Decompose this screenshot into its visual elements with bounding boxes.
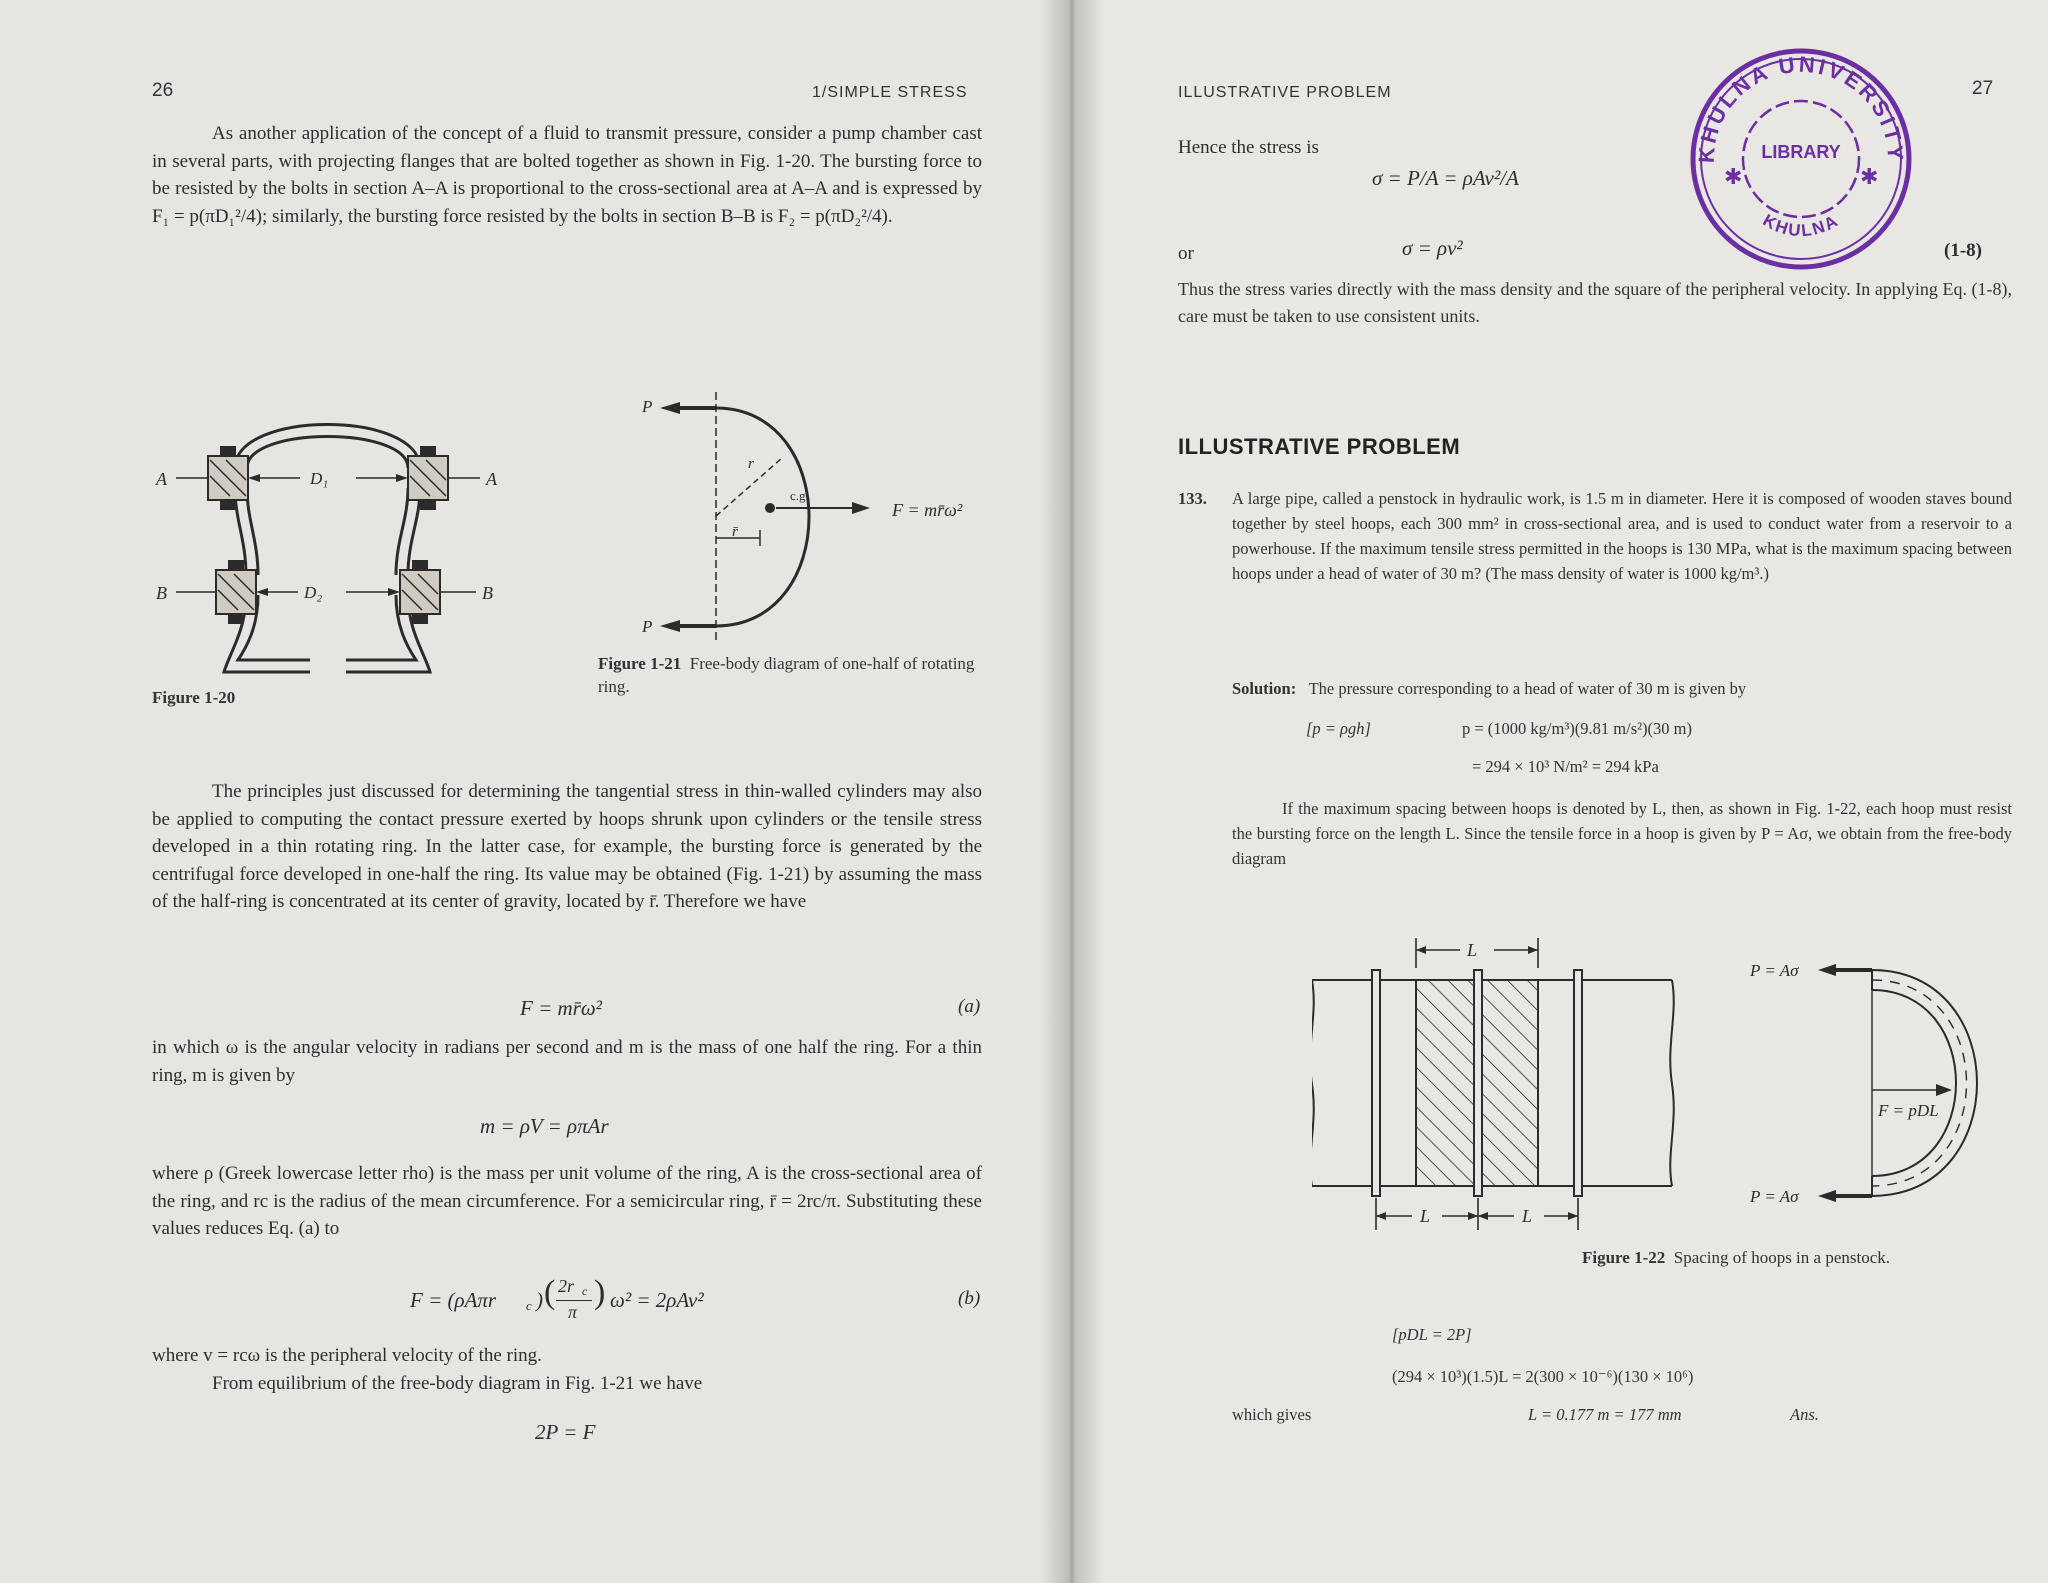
fig20-label-a-left: A [156, 469, 167, 489]
stress-varies-paragraph: Thus the stress varies directly with the mass density and the square of the peripheral velocity. In applying Eq. (1-8), care must be taken to use consistent units. [1178, 279, 2012, 326]
fig22-label-l-top: L [1467, 940, 1478, 960]
fig22-label-l-bottom-2: L [1522, 1206, 1533, 1226]
fig20-label-a-right: A [486, 469, 497, 489]
fig20-label-b-right: B [482, 583, 493, 603]
equation-pdl: [pDL = 2P] [1392, 1325, 1472, 1344]
stamp-bottom-text: KHULNA [1759, 210, 1843, 241]
running-head-right: ILLUSTRATIVE PROBLEM [1178, 84, 1392, 101]
problem-statement: A large pipe, called a penstock in hydraulic work, is 1.5 m in diameter. Here it is composed of wooden staves bound together by steel hoops, each 300 mm² in cross-sectional area, and is used to conduct water from a reservoir to a powerhouse. If the maximum tensile stress permitted in the hoops is 130 MPa, what is the maximum spacing between hoops under a head of water of 30 m? (The mass density of water is 1000 kg/m³.) [1232, 489, 2012, 583]
equation-p-line-1: p = (1000 kg/m³)(9.81 m/s²)(30 m) [1462, 719, 1693, 738]
equation-a-tag: (a) [958, 996, 981, 1017]
fig21-label-force: F = mr̄ω² [892, 500, 963, 520]
fig21-label-p-bottom: P [642, 617, 653, 636]
running-head-left: 1/SIMPLE STRESS [812, 84, 968, 101]
stamp-star-left-icon: ✱ [1724, 164, 1743, 189]
equation-result-l: L = 0.177 m = 177 mm [1528, 1405, 1682, 1424]
equation-p-line-2: = 294 × 10³ N/m² = 294 kPa [1472, 757, 1659, 776]
thin-ring-paragraph: The principles just discussed for determining the tangential stress in thin-walled cylinders may also be applied to computing the contact pressure exerted by hoops shrunk upon cylinders or the tensile stress developed in a thin rotating ring. In the latter case, for example, the bursting force is generated by the centrifugal force developed in one-half the ring. Its value may be obtained (Fig. 1-21) by assuming the mass of the half-ring is concentrated at its center of gravity, located by r̄. Therefore we have [152, 781, 982, 912]
figure-1-20-pump-chamber [150, 390, 510, 690]
page-number-left: 26 [152, 80, 174, 101]
fig20-label-d1: D₁ [310, 469, 329, 488]
which-gives: which gives [1232, 1405, 1312, 1424]
equation-sigma-1: σ = P/A = ρAv²/A [1372, 166, 1519, 190]
intro-paragraph [152, 120, 982, 230]
equation-p-bracket: [p = ρgh] [1306, 719, 1371, 738]
angular-velocity-paragraph: in which ω is the angular velocity in radians per second and m is the mass of one half the ring. For a thin ring, m is given by [152, 1037, 982, 1086]
fig21-label-rbar: r̄ [732, 524, 738, 540]
fig22-label-p-top: P = Aσ [1750, 961, 1799, 980]
illustrative-problem-heading: ILLUSTRATIVE PROBLEM [1178, 434, 1461, 459]
hence-line: Hence the stress is [1178, 137, 1319, 158]
or-word: or [1178, 243, 1194, 264]
fig20-label-b-left: B [156, 583, 167, 603]
figure-1-21-caption: Figure 1-21 Free-body diagram of one-half of rotating ring. [598, 654, 975, 696]
fig21-label-rc: r [748, 456, 754, 472]
page-number-right: 27 [1972, 78, 1994, 99]
stamp-library-text: LIBRARY [1761, 142, 1841, 162]
fig21-label-p-top: P [642, 397, 653, 416]
right-page [1072, 0, 2048, 1583]
equation-mass: m = ρV = ρπAr [480, 1114, 609, 1138]
fig20-label-d2: D₂ [304, 583, 323, 602]
fig22-label-l-bottom-1: L [1420, 1206, 1431, 1226]
answer-label: Ans. [1790, 1405, 1819, 1424]
equation-b: F = (ρAπr c ) ( 2r c π ) ω² = 2ρAv² [410, 1274, 704, 1322]
stamp-university-text: KHULNA UNIVERSITY [1693, 51, 1909, 164]
svg-text:KHULNA [1760, 211, 1843, 241]
equation-a: F = mr̄ω² [520, 996, 602, 1020]
rho-definition-paragraph: where ρ (Greek lowercase letter rho) is the mass per unit volume of the ring, A is the cross-sectional area of the ring, and rc is the radius of the mean circumference. For a semicircular ring, r̄ = 2rc/π. Substituting these values reduces Eq. (a) to [152, 1163, 982, 1239]
hoop-spacing-paragraph: If the maximum spacing between hoops is denoted by L, then, as shown in Fig. 1-22, each hoop must resist the bursting force on the length L. Since the tensile force in a hoop is given by P = Aσ, we obtain from the free-body diagram [1232, 799, 2012, 868]
figure-1-22-caption: Figure 1-22 Spacing of hoops in a penstock. [1582, 1248, 1891, 1267]
equation-substitution: (294 × 10³)(1.5)L = 2(300 × 10⁻⁶)(130 × 10⁶) [1392, 1367, 1694, 1386]
peripheral-velocity-paragraph: where v = rcω is the peripheral velocity of the ring. From equilibrium of the free-body diagram in Fig. 1-21 we have [152, 1345, 703, 1394]
paragraph-pump-chamber: As another application of the concept of a fluid to transmit pressure, consider a pump chamber cast in several parts, with projecting flanges that are bolted together as shown in Fig. 1-20. The bursting force to be resisted by the bolts in section A–A is proportional to the cross-sectional area at A–A and is expressed by F₁ = p(πD₁²/4); similarly, the bursting force resisted by the bolts in section B–B is F₂ = p(πD₂²/4). [152, 123, 982, 227]
figure-1-22-penstock [1312, 924, 2032, 1244]
figure-1-20-caption: Figure 1-20 [152, 688, 236, 707]
figure-1-21-half-ring [630, 388, 1050, 658]
library-stamp [1686, 44, 1916, 274]
fig22-label-p-bottom: P = Aσ [1750, 1187, 1799, 1206]
solution-line: Solution: The pressure corresponding to a head of water of 30 m is given by [1232, 679, 1747, 698]
stamp-star-right-icon: ✱ [1860, 164, 1879, 189]
fig22-label-force: F = pDL [1878, 1101, 1939, 1120]
fig21-label-cg: c.g. [790, 488, 809, 503]
equation-2p: 2P = F [535, 1420, 596, 1444]
equation-sigma-2: σ = ρv² [1402, 236, 1463, 260]
equation-b-tag: (b) [958, 1288, 981, 1309]
equation-1-8-tag: (1-8) [1944, 240, 1982, 261]
problem-number: 133. [1178, 489, 1207, 508]
